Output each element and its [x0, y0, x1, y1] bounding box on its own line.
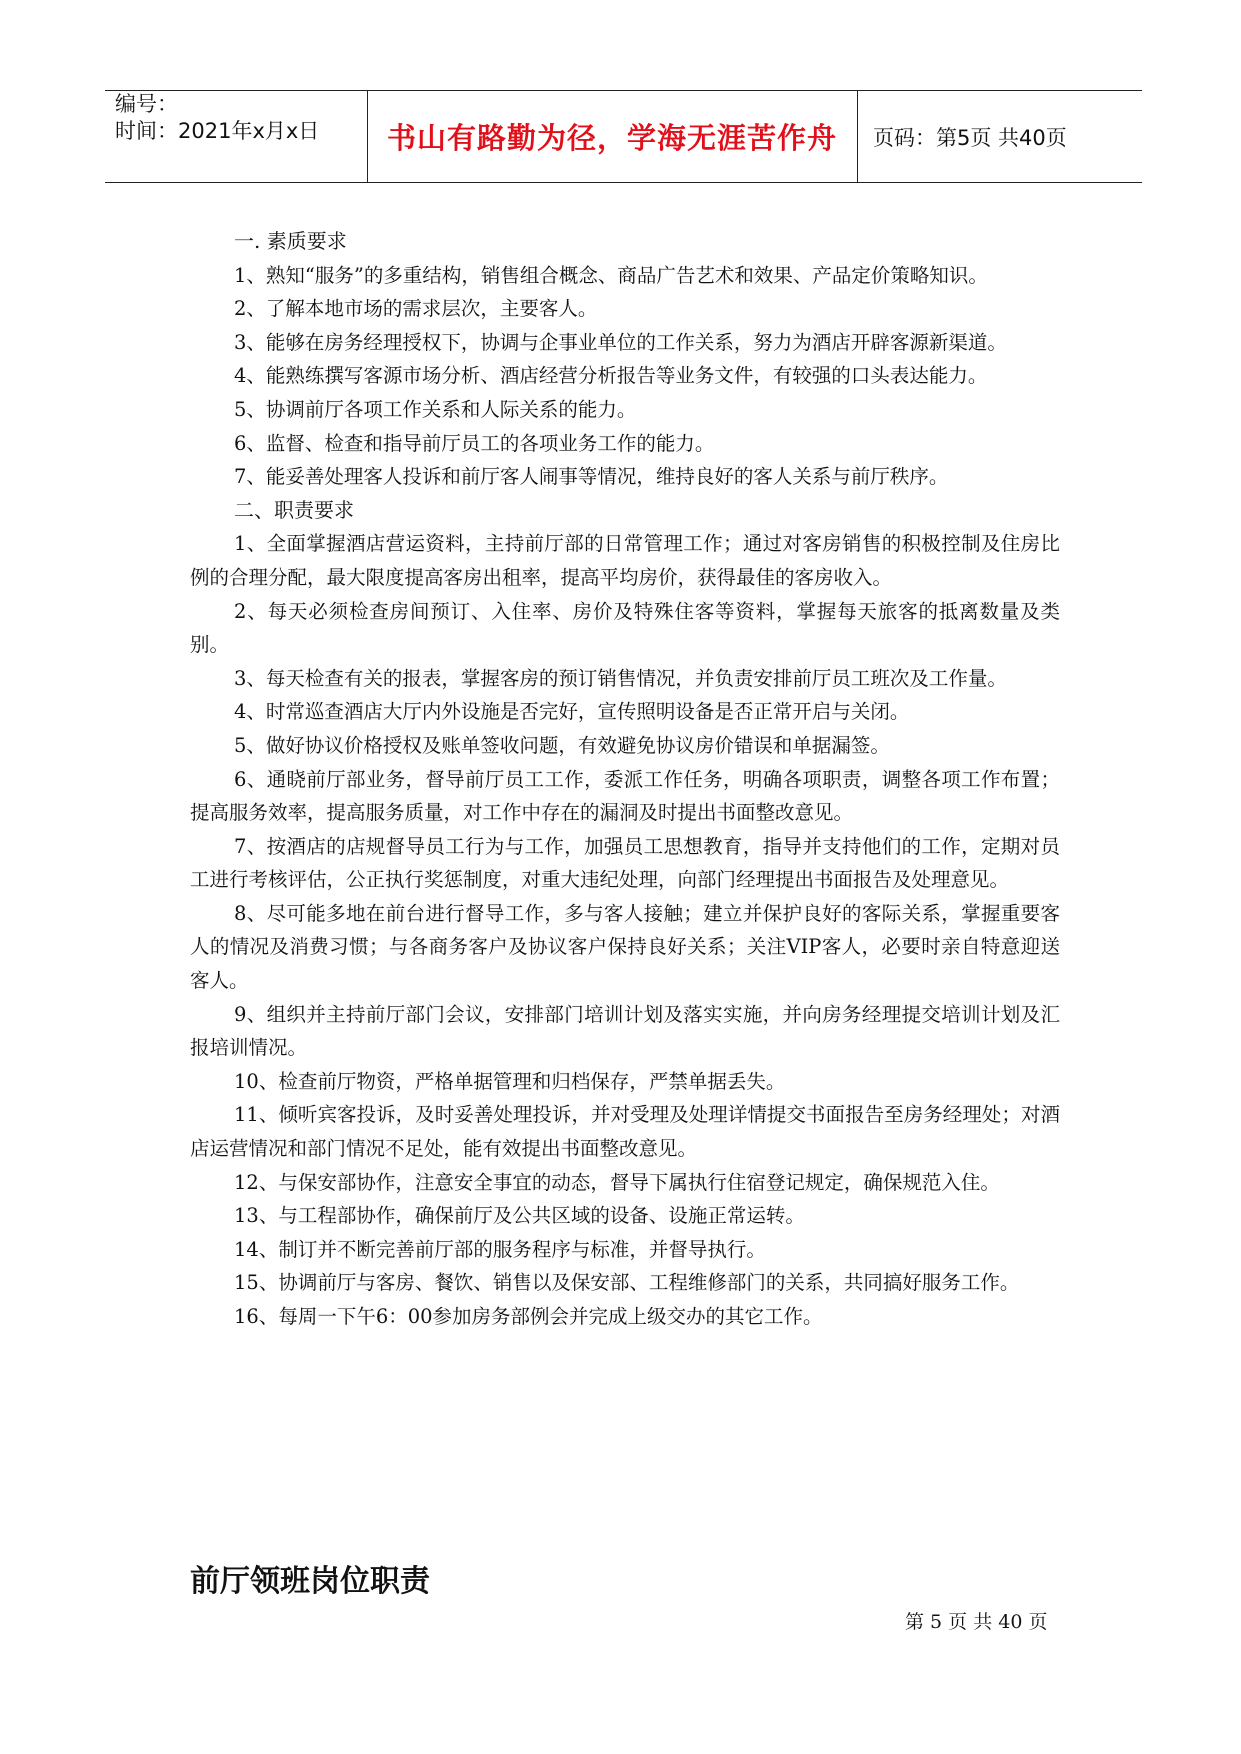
- list-item: 3、能够在房务经理授权下，协调与企事业单位的工作关系，努力为酒店开辟客源新渠道。: [234, 330, 1007, 354]
- header-divider-right: [857, 91, 858, 182]
- list-item: 11、倾听宾客投诉，及时妥善处理投诉，并对受理及处理详情提交书面报告至房务经理处；对酒店运营情况和部门情况不足处，能有效提出书面整改意见。: [190, 1103, 1060, 1161]
- list-item: 13、与工程部协作，确保前厅及公共区域的设备、设施正常运转。: [234, 1204, 805, 1228]
- section-title: 二、职责要求: [234, 497, 354, 522]
- document-body: [190, 225, 1060, 1334]
- list-item: 4、能熟练撰写客源市场分析、酒店经营分析报告等业务文件，有较强的口头表达能力。: [234, 364, 988, 388]
- header-page-number: 页码：第5页 共40页: [873, 125, 1067, 150]
- list-item: 6、通晓前厅部业务，督导前厅员工工作，委派工作任务，明确各项职责，调整各项工作布置；提高服务效率，提高服务质量，对工作中存在的漏洞及时提出书面整改意见。: [190, 767, 1060, 825]
- header-motto: 书山有路勤为径，学海无涯苦作舟: [386, 121, 837, 155]
- header-divider-left: [367, 91, 368, 182]
- list-item: 5、做好协议价格授权及账单签收问题，有效避免协议房价错误和单据漏签。: [234, 733, 890, 757]
- list-item: 10、检查前厅物资，严格单据管理和归档保存，严禁单据丢失。: [234, 1069, 786, 1093]
- list-item: 7、能妥善处理客人投诉和前厅客人闹事等情况，维持良好的客人关系与前厅秩序。: [234, 465, 949, 489]
- document-time-label: 时间：2021年x月x日: [115, 119, 320, 143]
- page-footer: 第 5 页 共 40 页: [905, 1611, 1048, 1633]
- section-heading: 前厅领班岗位职责: [190, 1564, 430, 1599]
- list-item: 1、熟知“服务”的多重结构，销售组合概念、商品广告艺术和效果、产品定价策略知识。: [234, 263, 988, 287]
- list-item: 14、制订并不断完善前厅部的服务程序与标准，并督导执行。: [234, 1237, 766, 1261]
- list-item: 2、每天必须检查房间预订、入住率、房价及特殊住客等资料，掌握每天旅客的抵离数量及类别。: [190, 599, 1060, 657]
- header-meta: [115, 91, 371, 181]
- section-title: 一. 素质要求: [234, 229, 347, 253]
- list-item: 16、每周一下午6：00参加房务部例会并完成上级交办的其它工作。: [234, 1305, 823, 1328]
- page-header: [105, 90, 1142, 183]
- list-item: 5、协调前厅各项工作关系和人际关系的能力。: [234, 397, 637, 421]
- list-item: 7、按酒店的店规督导员工行为与工作，加强员工思想教育，指导并支持他们的工作，定期对员工进行考核评估，公正执行奖惩制度，对重大违纪处理，向部门经理提出书面报告及处理意见。: [190, 834, 1060, 892]
- list-item: 15、协调前厅与客房、餐饮、销售以及保安部、工程维修部门的关系，共同搞好服务工作。: [234, 1271, 1020, 1295]
- list-item: 2、了解本地市场的需求层次，主要客人。: [234, 297, 598, 321]
- list-item: 3、每天检查有关的报表，掌握客房的预订销售情况，并负责安排前厅员工班次及工作量。: [234, 666, 1007, 690]
- list-item: 9、组织并主持前厅部门会议，安排部门培训计划及落实实施，并向房务经理提交培训计划及汇报培训情况。: [190, 1002, 1060, 1060]
- document-number-label: 编号：: [115, 92, 178, 116]
- list-item: 6、监督、检查和指导前厅员工的各项业务工作的能力。: [234, 431, 715, 455]
- list-item: 4、时常巡查酒店大厅内外设施是否完好，宣传照明设备是否正常开启与关闭。: [234, 700, 910, 724]
- list-item: 8、尽可能多地在前台进行督导工作，多与客人接触；建立并保护良好的客际关系，掌握重要客人的情况及消费习惯；与各商务客户及协议客户保持良好关系；关注VIP客人，必要时亲自特意迎送客人。: [190, 901, 1060, 993]
- list-item: 1、全面掌握酒店营运资料，主持前厅部的日常管理工作；通过对客房销售的积极控制及住房比例的合理分配，最大限度提高客房出租率，提高平均房价，获得最佳的客房收入。: [190, 532, 1060, 589]
- list-item: 12、与保安部协作，注意安全事宜的动态，督导下属执行住宿登记规定，确保规范入住。: [234, 1170, 1000, 1194]
